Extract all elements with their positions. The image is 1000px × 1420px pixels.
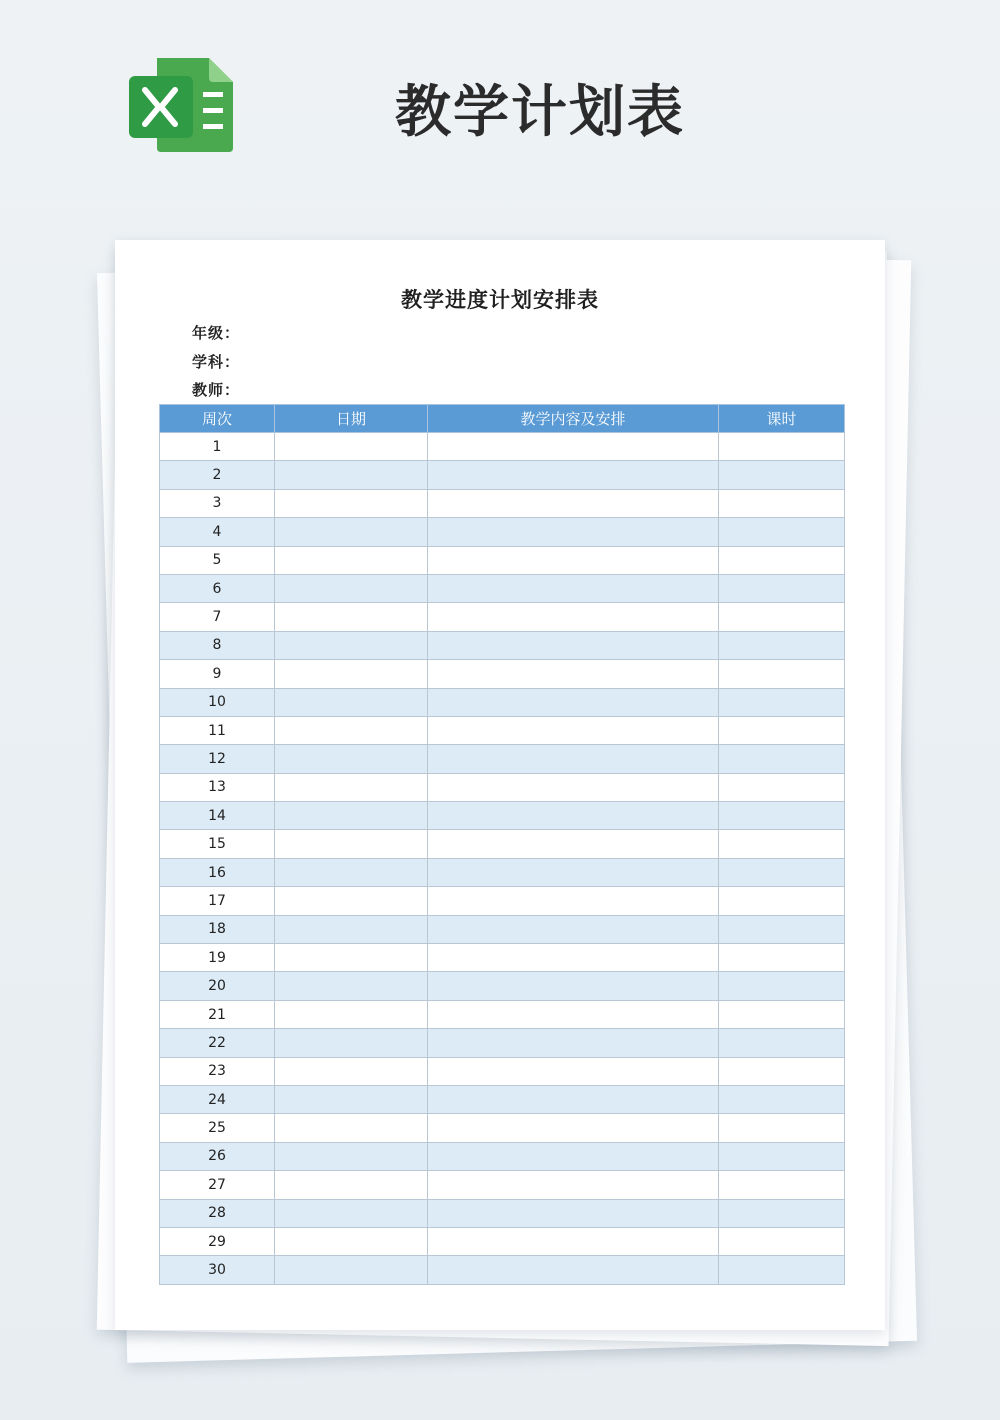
hours-cell[interactable] — [719, 1057, 845, 1085]
column-header-date: 日期 — [275, 405, 428, 433]
hours-cell[interactable] — [719, 461, 845, 489]
date-cell[interactable] — [275, 972, 428, 1000]
hours-cell[interactable] — [719, 603, 845, 631]
hours-cell[interactable] — [719, 802, 845, 830]
week-number-cell: 11 — [160, 716, 275, 744]
hours-cell[interactable] — [719, 1114, 845, 1142]
table-row — [160, 546, 845, 574]
hours-cell[interactable] — [719, 773, 845, 801]
table-row — [160, 858, 845, 886]
week-number-cell: 13 — [160, 773, 275, 801]
hours-cell[interactable] — [719, 631, 845, 659]
table-row — [160, 660, 845, 688]
hours-cell[interactable] — [719, 716, 845, 744]
table-row — [160, 1114, 845, 1142]
content-cell[interactable] — [428, 830, 719, 858]
document-page — [115, 240, 885, 1330]
hours-cell[interactable] — [719, 688, 845, 716]
date-cell[interactable] — [275, 489, 428, 517]
table-row — [160, 518, 845, 546]
content-cell[interactable] — [428, 972, 719, 1000]
date-cell[interactable] — [275, 546, 428, 574]
banner-title: 教学计划表 — [395, 80, 685, 145]
date-cell[interactable] — [275, 830, 428, 858]
table-row — [160, 716, 845, 744]
date-cell[interactable] — [275, 1171, 428, 1199]
hours-cell[interactable] — [719, 1085, 845, 1113]
content-cell[interactable] — [428, 1171, 719, 1199]
table-row — [160, 461, 845, 489]
date-cell[interactable] — [275, 631, 428, 659]
date-cell[interactable] — [275, 518, 428, 546]
content-cell[interactable] — [428, 1085, 719, 1113]
hours-cell[interactable] — [719, 518, 845, 546]
content-cell[interactable] — [428, 1000, 719, 1028]
content-cell[interactable] — [428, 745, 719, 773]
hours-cell[interactable] — [719, 574, 845, 602]
hours-cell[interactable] — [719, 1171, 845, 1199]
table-row — [160, 915, 845, 943]
content-cell[interactable] — [428, 887, 719, 915]
week-number-cell: 25 — [160, 1114, 275, 1142]
content-cell[interactable] — [428, 574, 719, 602]
content-cell[interactable] — [428, 1227, 719, 1255]
week-number-cell: 26 — [160, 1142, 275, 1170]
week-number-cell: 24 — [160, 1085, 275, 1113]
date-cell[interactable] — [275, 1000, 428, 1028]
week-number-cell: 6 — [160, 574, 275, 602]
week-number-cell: 23 — [160, 1057, 275, 1085]
hours-cell[interactable] — [719, 1256, 845, 1284]
table-row — [160, 887, 845, 915]
hours-cell[interactable] — [719, 887, 845, 915]
week-number-cell: 3 — [160, 489, 275, 517]
table-row — [160, 830, 845, 858]
content-cell[interactable] — [428, 603, 719, 631]
week-number-cell: 1 — [160, 433, 275, 461]
content-cell[interactable] — [428, 518, 719, 546]
table-row — [160, 972, 845, 1000]
content-cell[interactable] — [428, 1142, 719, 1170]
hours-cell[interactable] — [719, 433, 845, 461]
content-cell[interactable] — [428, 688, 719, 716]
date-cell[interactable] — [275, 1142, 428, 1170]
table-row — [160, 1227, 845, 1255]
table-row — [160, 1142, 845, 1170]
hours-cell[interactable] — [719, 745, 845, 773]
content-cell[interactable] — [428, 915, 719, 943]
grade-label: 年级： — [192, 324, 241, 342]
date-cell[interactable] — [275, 716, 428, 744]
week-number-cell: 21 — [160, 1000, 275, 1028]
week-number-cell: 12 — [160, 745, 275, 773]
document-title: 教学进度计划安排表 — [401, 288, 599, 312]
content-cell[interactable] — [428, 1114, 719, 1142]
content-cell[interactable] — [428, 773, 719, 801]
week-number-cell: 7 — [160, 603, 275, 631]
date-cell[interactable] — [275, 1029, 428, 1057]
date-cell[interactable] — [275, 1114, 428, 1142]
table-row — [160, 1199, 845, 1227]
table-row — [160, 574, 845, 602]
week-number-cell: 9 — [160, 660, 275, 688]
date-cell[interactable] — [275, 1256, 428, 1284]
hours-cell[interactable] — [719, 1029, 845, 1057]
week-number-cell: 30 — [160, 1256, 275, 1284]
date-cell[interactable] — [275, 802, 428, 830]
content-cell[interactable] — [428, 1057, 719, 1085]
date-cell[interactable] — [275, 688, 428, 716]
date-cell[interactable] — [275, 603, 428, 631]
hours-cell[interactable] — [719, 972, 845, 1000]
date-cell[interactable] — [275, 461, 428, 489]
content-cell[interactable] — [428, 944, 719, 972]
date-cell[interactable] — [275, 944, 428, 972]
week-number-cell: 10 — [160, 688, 275, 716]
date-cell[interactable] — [275, 858, 428, 886]
content-cell[interactable] — [428, 1256, 719, 1284]
week-number-cell: 15 — [160, 830, 275, 858]
content-cell[interactable] — [428, 716, 719, 744]
table-row — [160, 802, 845, 830]
hours-cell[interactable] — [719, 1199, 845, 1227]
date-cell[interactable] — [275, 773, 428, 801]
week-number-cell: 20 — [160, 972, 275, 1000]
table-header-row — [160, 405, 845, 433]
date-cell[interactable] — [275, 915, 428, 943]
week-number-cell: 14 — [160, 802, 275, 830]
subject-label: 学科： — [192, 353, 241, 371]
table-row — [160, 603, 845, 631]
table-row — [160, 489, 845, 517]
excel-icon — [129, 56, 235, 154]
hours-cell[interactable] — [719, 546, 845, 574]
date-cell[interactable] — [275, 1085, 428, 1113]
hours-cell[interactable] — [719, 915, 845, 943]
table-row — [160, 433, 845, 461]
teaching-plan-table — [159, 404, 845, 1285]
table-row — [160, 1057, 845, 1085]
date-cell[interactable] — [275, 1199, 428, 1227]
week-number-cell: 29 — [160, 1227, 275, 1255]
table-row — [160, 745, 845, 773]
hours-cell[interactable] — [719, 944, 845, 972]
column-header-hours: 课时 — [719, 405, 845, 433]
content-cell[interactable] — [428, 461, 719, 489]
week-number-cell: 16 — [160, 858, 275, 886]
content-cell[interactable] — [428, 1199, 719, 1227]
table-row — [160, 944, 845, 972]
content-cell[interactable] — [428, 489, 719, 517]
table-row — [160, 1085, 845, 1113]
content-cell[interactable] — [428, 858, 719, 886]
week-number-cell: 18 — [160, 915, 275, 943]
table-row — [160, 631, 845, 659]
table-row — [160, 1171, 845, 1199]
date-cell[interactable] — [275, 433, 428, 461]
hours-cell[interactable] — [719, 489, 845, 517]
teacher-label: 教师： — [192, 381, 241, 399]
table-row — [160, 1029, 845, 1057]
content-cell[interactable] — [428, 660, 719, 688]
hours-cell[interactable] — [719, 858, 845, 886]
date-cell[interactable] — [275, 745, 428, 773]
date-cell[interactable] — [275, 887, 428, 915]
hours-cell[interactable] — [719, 830, 845, 858]
content-cell[interactable] — [428, 546, 719, 574]
week-number-cell: 22 — [160, 1029, 275, 1057]
week-number-cell: 8 — [160, 631, 275, 659]
content-cell[interactable] — [428, 802, 719, 830]
table-body — [160, 433, 845, 1285]
week-number-cell: 2 — [160, 461, 275, 489]
column-header-content: 教学内容及安排 — [428, 405, 719, 433]
week-number-cell: 28 — [160, 1199, 275, 1227]
date-cell[interactable] — [275, 574, 428, 602]
column-header-week: 周次 — [160, 405, 275, 433]
table-row — [160, 1256, 845, 1284]
content-cell[interactable] — [428, 433, 719, 461]
week-number-cell: 5 — [160, 546, 275, 574]
hours-cell[interactable] — [719, 1142, 845, 1170]
week-number-cell: 27 — [160, 1171, 275, 1199]
hours-cell[interactable] — [719, 1227, 845, 1255]
week-number-cell: 4 — [160, 518, 275, 546]
date-cell[interactable] — [275, 1227, 428, 1255]
hours-cell[interactable] — [719, 660, 845, 688]
week-number-cell: 17 — [160, 887, 275, 915]
hours-cell[interactable] — [719, 1000, 845, 1028]
week-number-cell: 19 — [160, 944, 275, 972]
table-row — [160, 688, 845, 716]
date-cell[interactable] — [275, 660, 428, 688]
content-cell[interactable] — [428, 631, 719, 659]
content-cell[interactable] — [428, 1029, 719, 1057]
table-row — [160, 773, 845, 801]
date-cell[interactable] — [275, 1057, 428, 1085]
table-row — [160, 1000, 845, 1028]
